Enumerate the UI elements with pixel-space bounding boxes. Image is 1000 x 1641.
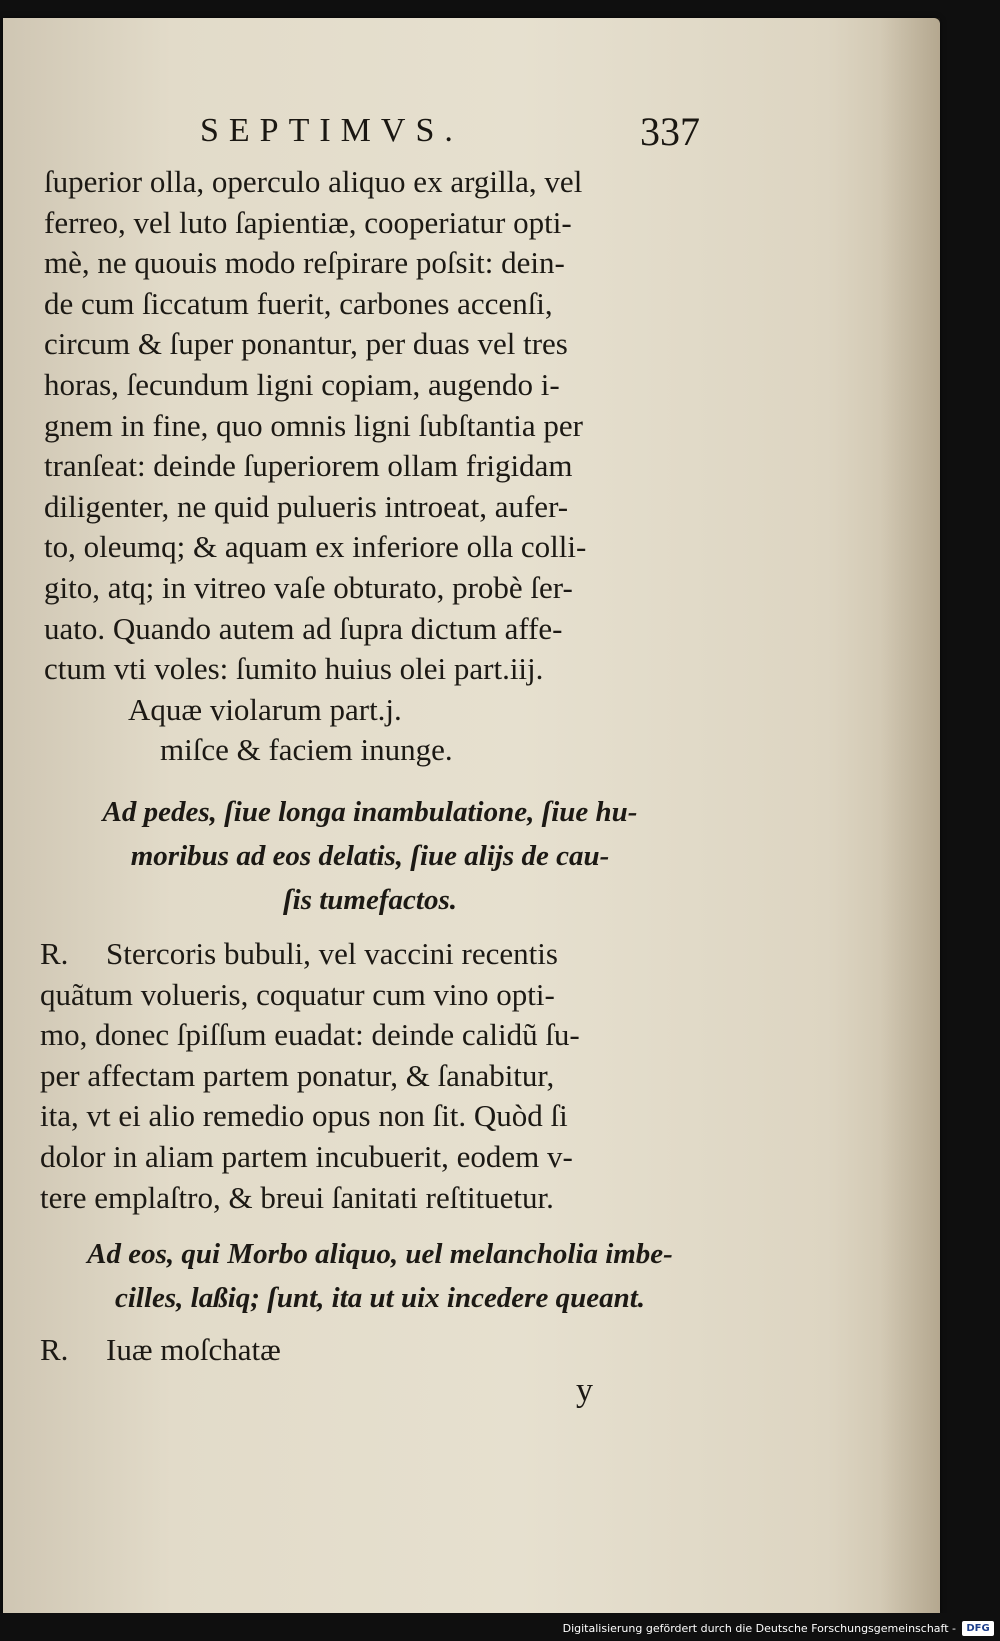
page-number: 337 [640,109,700,154]
recipe-line: Stercoris bubuli, vel vaccini recentis [106,936,558,971]
recipe-line: mo, donec ſpiſſum euadat: deinde calidũ ſu- [40,1017,580,1053]
recipe-first-line [40,1330,720,1371]
body-line: ferreo, vel luto ſapientiæ, cooperiatur opti- [44,204,572,240]
ingredient-line: Aquæ violarum part.j. [128,691,402,727]
recipe-melancholia [40,1330,720,1371]
body-line: mè, ne quouis modo reſpirare poſsit: dein- [44,245,565,281]
running-head [200,109,720,162]
body-line: uato. Quando autem ad ſupra dictum affe- [44,610,563,646]
footer-credit: Digitalisierung gefördert durch die Deutsche Forschungsgemeinschaft - [562,1622,956,1635]
body-text [44,162,724,771]
body-line: horas, ſecundum ligni copiam, augendo i- [44,366,560,402]
body-line: circum & ſuper ponantur, per duas vel tres [44,326,568,362]
body-line: ctum vti voles: ſumito huius olei part.iij. [44,651,544,687]
body-line: gito, atq; in vitreo vaſe obturato, probè ſer- [44,569,573,605]
section-heading-melancholia [40,1232,720,1320]
body-line: de cum ſiccatum fuerit, carbones accenſi, [44,285,553,321]
running-head-title: SEPTIMVS. [200,112,463,149]
heading-line: cilles, laßiq; ſunt, ita ut uix incedere queant. [114,1282,646,1314]
recipe-first-line [40,934,720,975]
heading-line: moribus ad eos delatis, ſiue alijs de cau- [130,840,610,872]
recipe-line: tere emplaſtro, & breui ſanitati reſtituetur. [40,1179,554,1215]
catchword: y [576,1372,593,1409]
body-line: diligenter, ne quid pulueris introeat, aufer- [44,488,569,524]
instruction-line: miſce & faciem inunge. [160,732,453,768]
recipe-symbol: R. [40,936,69,971]
recipe-line: Iuæ moſchatæ [106,1332,281,1367]
body-line: to, oleumq; & aquam ex inferiore olla colli- [44,529,587,565]
heading-line: Ad eos, qui Morbo aliquo, uel melancholia imbe- [87,1238,673,1270]
recipe-swollen-feet [40,934,720,1218]
recipe-line: quãtum volueris, coquatur cum vino opti- [40,976,555,1012]
dfg-logo: DFG [962,1621,994,1636]
heading-line: ſis tumefactos. [283,884,457,916]
recipe-line: dolor in aliam partem incubuerit, eodem v- [40,1138,573,1174]
footer-bar [0,1613,1000,1641]
heading-line: Ad pedes, ſiue longa inambulatione, ſiue hu- [102,796,638,828]
body-line: tranſeat: deinde ſuperiorem ollam frigidam [44,448,573,484]
section-heading-swollen-feet [60,790,680,922]
recipe-line: per affectam partem ponatur, & ſanabitur, [40,1057,555,1093]
body-line: gnem in fine, quo omnis ligni ſubſtantia per [44,407,583,443]
recipe-symbol: R. [40,1332,69,1367]
body-line: ſuperior olla, operculo aliquo ex argilla, vel [44,164,583,199]
recipe-line: ita, vt ei alio remedio opus non ſit. Quòd ſi [40,1098,568,1134]
